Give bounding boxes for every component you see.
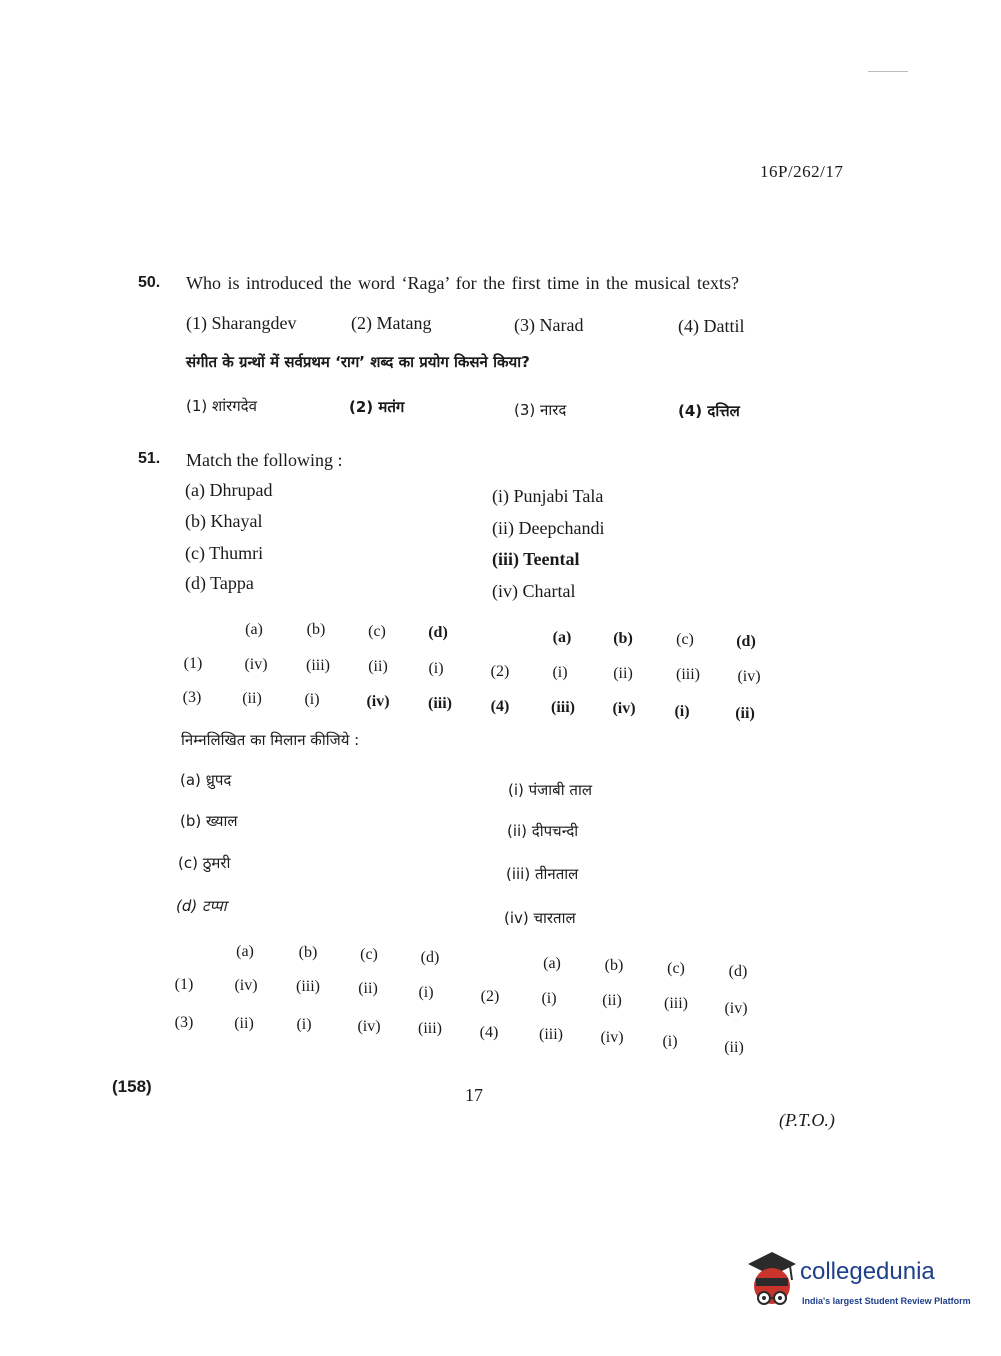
mascot-icon <box>742 1250 800 1320</box>
table-cell: (ii) <box>358 980 378 997</box>
table-header: (d) <box>736 633 756 650</box>
q51-right-iii-hi: (iii) तीनताल <box>506 865 579 883</box>
question-51-title-hi: निम्नलिखित का मिलान कीजिये : <box>181 731 360 749</box>
table-cell: (ii) <box>368 658 388 675</box>
q51-right-iii-en: (iii) Teental <box>492 549 580 569</box>
table-cell: (iv) <box>366 693 390 710</box>
table-cell: (ii) <box>735 705 755 722</box>
option-label: (4) <box>479 1024 499 1041</box>
table-header: (d) <box>428 624 448 641</box>
question-number-51: 51. <box>138 450 161 467</box>
table-cell: (iv) <box>612 700 636 717</box>
q51-left-d-en: (d) Tappa <box>185 573 254 593</box>
table-cell: (iii) <box>664 995 688 1012</box>
top-rule <box>868 71 908 72</box>
q50-option-1-hi: (1) शांरगदेव <box>186 397 257 415</box>
table-cell: (iv) <box>357 1018 381 1035</box>
table-cell: (iii) <box>551 699 575 716</box>
q51-left-d-hi: (d) टप्पा <box>176 897 227 915</box>
table-header: (c) <box>676 631 694 648</box>
q51-left-a-en: (a) Dhrupad <box>185 480 273 500</box>
paper-code: 16P/262/17 <box>760 162 844 181</box>
table-cell: (ii) <box>613 665 633 682</box>
q51-right-i-hi: (i) पंजाबी ताल <box>508 781 592 799</box>
q51-right-iv-en: (iv) Chartal <box>492 581 576 601</box>
table-cell: (iii) <box>296 978 320 995</box>
table-cell: (iii) <box>539 1026 563 1043</box>
table-cell: (i) <box>296 1016 312 1033</box>
logo-tagline: India's largest Student Review Platform <box>802 1296 971 1306</box>
q51-left-a-hi: (a) ध्रुपद <box>180 771 232 789</box>
option-label: (2) <box>490 663 510 680</box>
table-cell: (iv) <box>234 977 258 994</box>
page-number: 17 <box>465 1085 483 1105</box>
table-header: (c) <box>667 960 685 977</box>
option-label: (3) <box>174 1014 194 1031</box>
q50-option-4-en: (4) Dattil <box>678 316 745 336</box>
table-cell: (ii) <box>602 992 622 1009</box>
table-header: (a) <box>245 621 263 638</box>
table-cell: (ii) <box>234 1015 254 1032</box>
q51-left-c-en: (c) Thumri <box>185 543 264 563</box>
table-cell: (iii) <box>676 666 700 683</box>
table-header: (d) <box>420 949 440 966</box>
q50-option-2-en: (2) Matang <box>351 313 432 333</box>
q50-option-3-hi: (3) नारद <box>514 401 567 419</box>
q50-option-1-en: (1) Sharangdev <box>186 313 297 333</box>
table-header: (a) <box>552 629 572 646</box>
table-cell: (i) <box>428 660 444 677</box>
collegedunia-logo <box>742 1250 972 1320</box>
question-number-50: 50. <box>138 274 161 291</box>
table-cell: (iii) <box>428 695 452 712</box>
q51-left-b-hi: (b) ख्याल <box>180 812 238 830</box>
q50-option-2-hi: (2) मतंग <box>349 398 405 416</box>
q51-right-ii-en: (ii) Deepchandi <box>492 518 605 538</box>
option-label: (2) <box>480 988 500 1005</box>
table-cell: (iii) <box>418 1020 442 1037</box>
q50-option-3-en: (3) Narad <box>514 315 584 335</box>
table-header: (b) <box>298 944 318 961</box>
table-cell: (i) <box>541 990 557 1007</box>
option-label: (3) <box>182 689 202 706</box>
table-cell: (iii) <box>306 657 330 674</box>
table-header: (d) <box>728 963 748 980</box>
q51-right-iv-hi: (iv) चारताल <box>504 909 576 927</box>
table-header: (a) <box>543 955 561 972</box>
table-header: (b) <box>604 957 624 974</box>
table-cell: (i) <box>662 1033 678 1050</box>
table-cell: (ii) <box>242 690 262 707</box>
table-cell: (i) <box>552 664 568 681</box>
please-turn-over: (P.T.O.) <box>779 1110 835 1130</box>
logo-wordmark: collegedunia <box>800 1258 935 1285</box>
table-cell: (i) <box>304 691 320 708</box>
option-label: (4) <box>490 698 510 715</box>
q51-right-i-en: (i) Punjabi Tala <box>492 486 604 506</box>
table-header: (b) <box>613 630 633 647</box>
option-label: (1) <box>174 976 194 993</box>
q50-option-4-hi: (4) दत्तिल <box>678 402 740 420</box>
table-header: (a) <box>236 943 254 960</box>
q51-left-c-hi: (c) ठुमरी <box>178 854 231 872</box>
table-cell: (ii) <box>724 1039 744 1056</box>
option-label: (1) <box>183 655 203 672</box>
table-cell: (iv) <box>600 1029 624 1046</box>
table-cell: (iv) <box>724 1000 748 1017</box>
table-header: (c) <box>368 623 386 640</box>
question-50-text-en: Who is introduced the word ‘Raga’ for the first time in the musical texts? <box>186 273 740 293</box>
table-cell: (i) <box>418 984 434 1001</box>
q51-right-ii-hi: (ii) दीपचन्दी <box>507 822 579 840</box>
sheet-number: (158) <box>112 1077 152 1096</box>
table-header: (b) <box>306 621 326 638</box>
table-cell: (iv) <box>737 668 761 685</box>
question-51-title-en: Match the following : <box>186 450 343 470</box>
table-cell: (i) <box>674 703 690 720</box>
question-50-text-hi: संगीत के ग्रन्थों में सर्वप्रथम ‘राग’ शब्द का प्रयोग किसने किया? <box>186 353 530 371</box>
table-cell: (iv) <box>244 656 268 673</box>
q51-left-b-en: (b) Khayal <box>185 511 263 531</box>
table-header: (c) <box>360 946 378 963</box>
